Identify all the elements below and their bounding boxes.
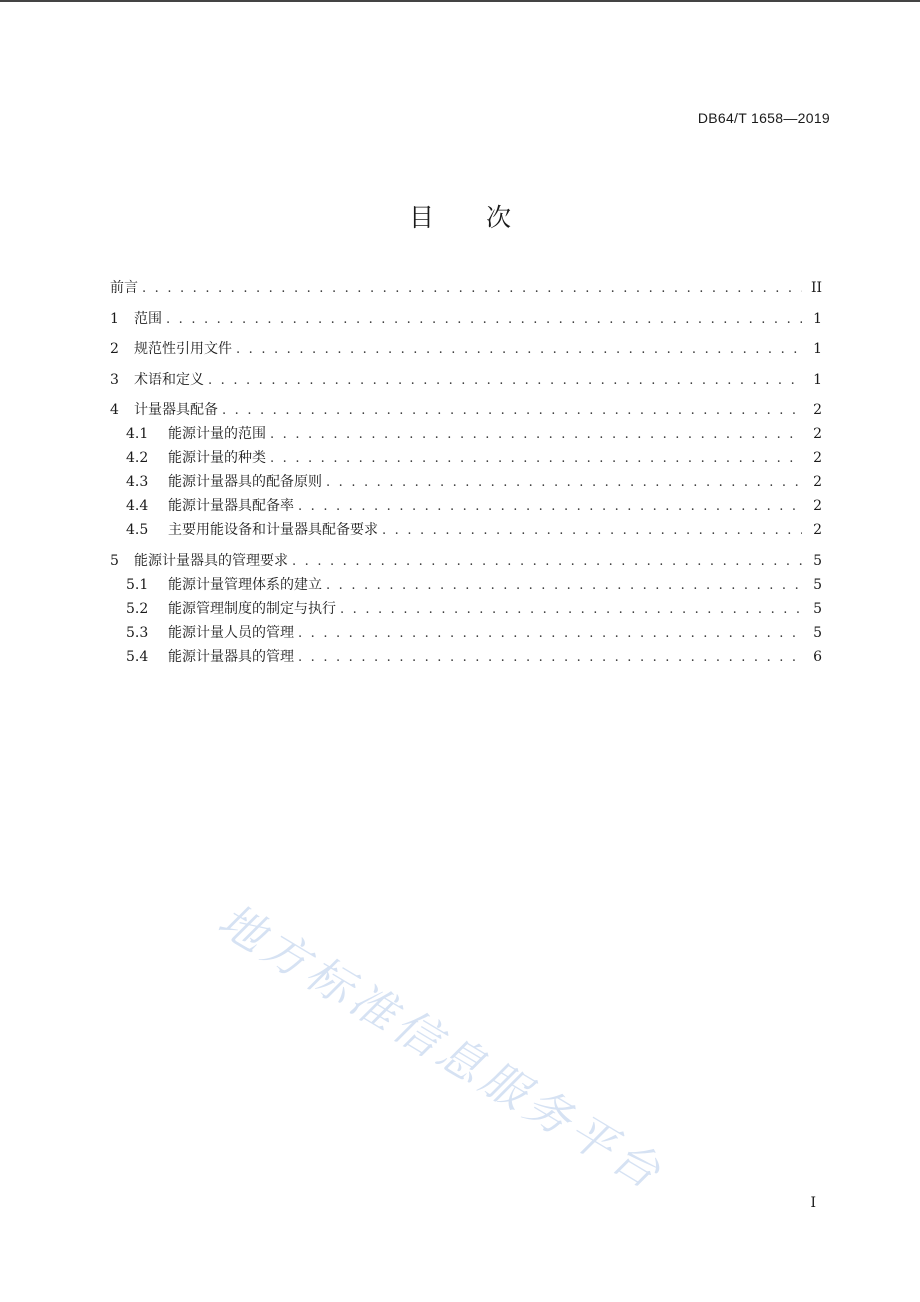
toc-entry-number: 4.5	[126, 522, 149, 538]
toc-leader-dots	[208, 369, 802, 393]
toc-entry-title: 能源计量器具的管理	[168, 648, 294, 665]
toc-entry-page: 2	[813, 522, 822, 538]
toc-entry-title: 能源计量器具的配备原则	[168, 474, 322, 490]
toc-leader-dots	[142, 277, 802, 301]
toc-entry-title: 术语和定义	[134, 371, 204, 388]
toc-leader-dots	[222, 399, 802, 423]
table-of-contents	[110, 276, 822, 669]
toc-leader-dots	[236, 338, 802, 362]
toc-entry[interactable]	[110, 446, 822, 470]
toc-entry[interactable]	[110, 549, 822, 573]
top-border-rule	[0, 0, 920, 2]
toc-leader-dots	[298, 646, 802, 670]
toc-entry-title: 能源计量器具的管理要求	[134, 552, 288, 569]
toc-entry-title: 能源计量的范围	[168, 426, 266, 442]
toc-entry[interactable]	[110, 621, 822, 645]
toc-entry-title: 范围	[134, 310, 162, 327]
toc-leader-dots	[298, 495, 802, 519]
toc-entry-title: 能源计量人员的管理	[168, 624, 294, 641]
toc-title: 目 次	[409, 203, 533, 232]
toc-entry-title: 能源计量器具配备率	[168, 498, 294, 514]
toc-entry-page: 5	[813, 552, 822, 569]
toc-entry[interactable]	[110, 368, 822, 392]
toc-leader-dots	[382, 519, 802, 543]
toc-entry-title: 能源计量的种类	[168, 450, 266, 466]
toc-entry-number: 4.1	[126, 426, 149, 442]
toc-entry-page: II	[810, 280, 822, 296]
toc-entry-page: 2	[813, 426, 822, 442]
toc-entry-title: 能源计量管理体系的建立	[168, 576, 322, 593]
toc-entry[interactable]	[110, 518, 822, 542]
toc-entry[interactable]	[110, 337, 822, 361]
toc-entry-number: 4.4	[126, 498, 149, 514]
toc-leader-dots	[270, 423, 802, 447]
toc-entry-number: 5.2	[126, 600, 149, 617]
toc-entry-number: 4.3	[126, 474, 149, 490]
toc-entry-page: 2	[813, 450, 822, 466]
toc-entry-page: 5	[813, 624, 822, 641]
toc-entry[interactable]	[110, 398, 822, 422]
toc-entry[interactable]	[110, 597, 822, 621]
toc-entry[interactable]	[110, 276, 822, 300]
toc-leader-dots	[326, 574, 802, 598]
toc-leader-dots	[326, 471, 802, 495]
toc-entry-title: 主要用能设备和计量器具配备要求	[168, 522, 378, 538]
toc-entry[interactable]	[110, 573, 822, 597]
toc-leader-dots	[298, 622, 802, 646]
toc-entry[interactable]	[110, 645, 822, 669]
toc-entry-page: 1	[813, 371, 822, 388]
toc-entry-number: 5	[110, 552, 119, 569]
toc-entry-page: 1	[813, 310, 822, 327]
toc-entry-number: 5.3	[126, 624, 149, 641]
toc-entry[interactable]	[110, 307, 822, 331]
toc-entry-number: 5.1	[126, 576, 149, 593]
toc-leader-dots	[292, 550, 802, 574]
toc-entry-title: 计量器具配备	[134, 402, 218, 418]
toc-entry-number: 3	[110, 371, 119, 388]
toc-entry-number: 5.4	[126, 648, 149, 665]
toc-entry-page: 1	[813, 341, 822, 357]
toc-entry-title: 前言	[110, 280, 138, 296]
toc-entry-page: 2	[813, 474, 822, 490]
toc-entry-number: 1	[110, 310, 119, 327]
toc-entry[interactable]	[110, 494, 822, 518]
toc-leader-dots	[340, 598, 802, 622]
toc-entry[interactable]	[110, 422, 822, 446]
toc-entry-page: 5	[813, 600, 822, 617]
toc-entry-page: 2	[813, 402, 822, 418]
page-number: I	[810, 1195, 816, 1211]
toc-entry-number: 4.2	[126, 450, 149, 466]
toc-entry[interactable]	[110, 470, 822, 494]
toc-entry-title: 能源管理制度的制定与执行	[168, 600, 336, 617]
document-code: DB64/T 1658—2019	[697, 110, 830, 126]
toc-leader-dots	[166, 308, 802, 332]
watermark: 地方标准信息服务平台	[209, 893, 674, 1202]
toc-entry-title: 规范性引用文件	[134, 341, 232, 357]
toc-entry-number: 2	[110, 341, 119, 357]
toc-entry-page: 2	[813, 498, 822, 514]
toc-entry-page: 6	[813, 648, 822, 665]
toc-entry-number: 4	[110, 402, 119, 418]
toc-leader-dots	[270, 447, 802, 471]
toc-entry-page: 5	[813, 576, 822, 593]
